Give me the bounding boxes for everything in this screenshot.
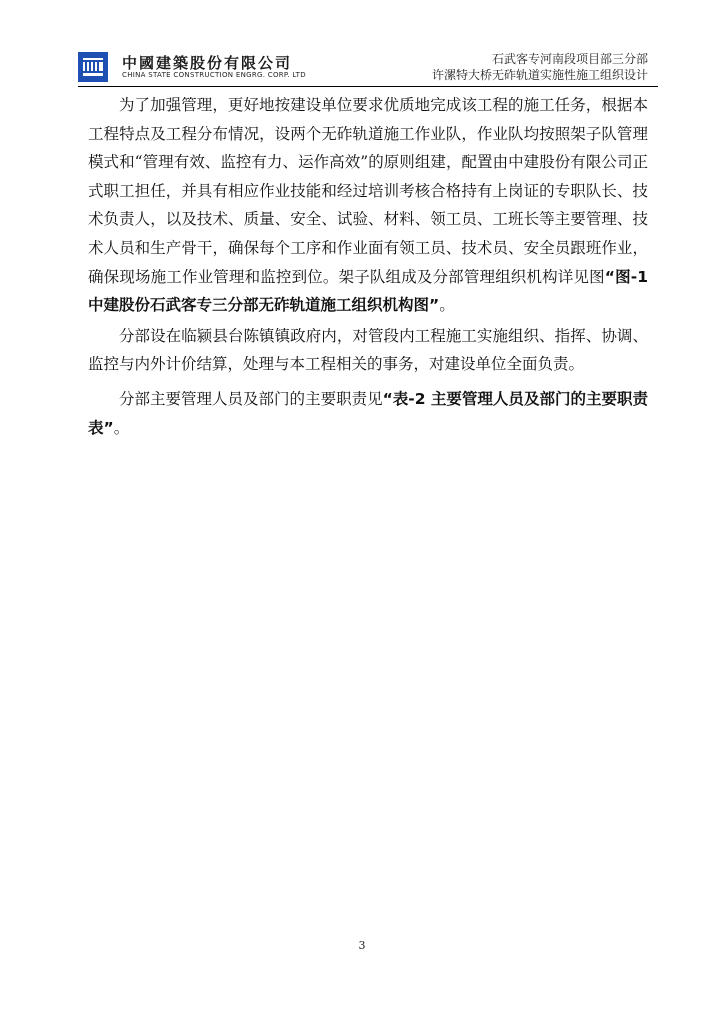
header-divider xyxy=(78,86,658,87)
paragraph-branch-location xyxy=(88,322,648,379)
project-title-line2: 许漯特大桥无砟轨道实施性施工组织设计 xyxy=(431,68,648,82)
logo-graphic xyxy=(78,52,108,82)
company-name-en: CHINA STATE CONSTRUCTION ENGRG. CORP. LTD xyxy=(122,71,306,79)
paragraph-end: 。 xyxy=(113,418,130,437)
company-name-cn: 中國建築股份有限公司 xyxy=(122,54,293,72)
paragraph-text: 为了加强管理，更好地按建设单位要求优质地完成该工程的施工任务，根据本工程特点及工程分布情况，设两个无砟轨道施工作业队，作业队均按照架子队管理模式和“管理有效、监控有力、运作高效”的原则组建，配置由中建股份有限公司正式职工担任，并具有相应作业技能和经过培训考核合格持有上岗证的专职队长、技术负责人，以及技术、质量、安全、试验、材料、领工员、工班长等主要管理、技术人员和生产骨干，确保每个工序和作业面有领工员、技术员、安全员跟班作业，确保现场施工作业管理和监控到位。架子队组成及分部管理组织机构详见图 xyxy=(88,96,648,286)
cscec-logo-icon xyxy=(78,52,108,82)
project-title-line1: 石武客专河南段项目部三分部 xyxy=(491,52,648,66)
paragraph-responsibilities xyxy=(88,385,648,442)
paragraph-organization xyxy=(88,91,648,320)
paragraph-text: 分部设在临颍县台陈镇镇政府内，对管段内工程施工实施组织、指挥、协调、监控与内外计价结算，处理与本工程相关的事务，对建设单位全面负责。 xyxy=(88,326,648,374)
paragraph-text: 分部主要管理人员及部门的主要职责见 xyxy=(119,389,383,408)
paragraph-end: 。 xyxy=(439,296,455,315)
page-header xyxy=(78,44,654,86)
figure-reference: “图-1 中建股份石武客专三分部无砟轨道施工组织机构图” xyxy=(88,267,648,315)
table-reference: “表-2 主要管理人员及部门的主要职责表” xyxy=(88,389,648,437)
document-body xyxy=(88,91,648,442)
page-number: 3 xyxy=(358,939,366,952)
